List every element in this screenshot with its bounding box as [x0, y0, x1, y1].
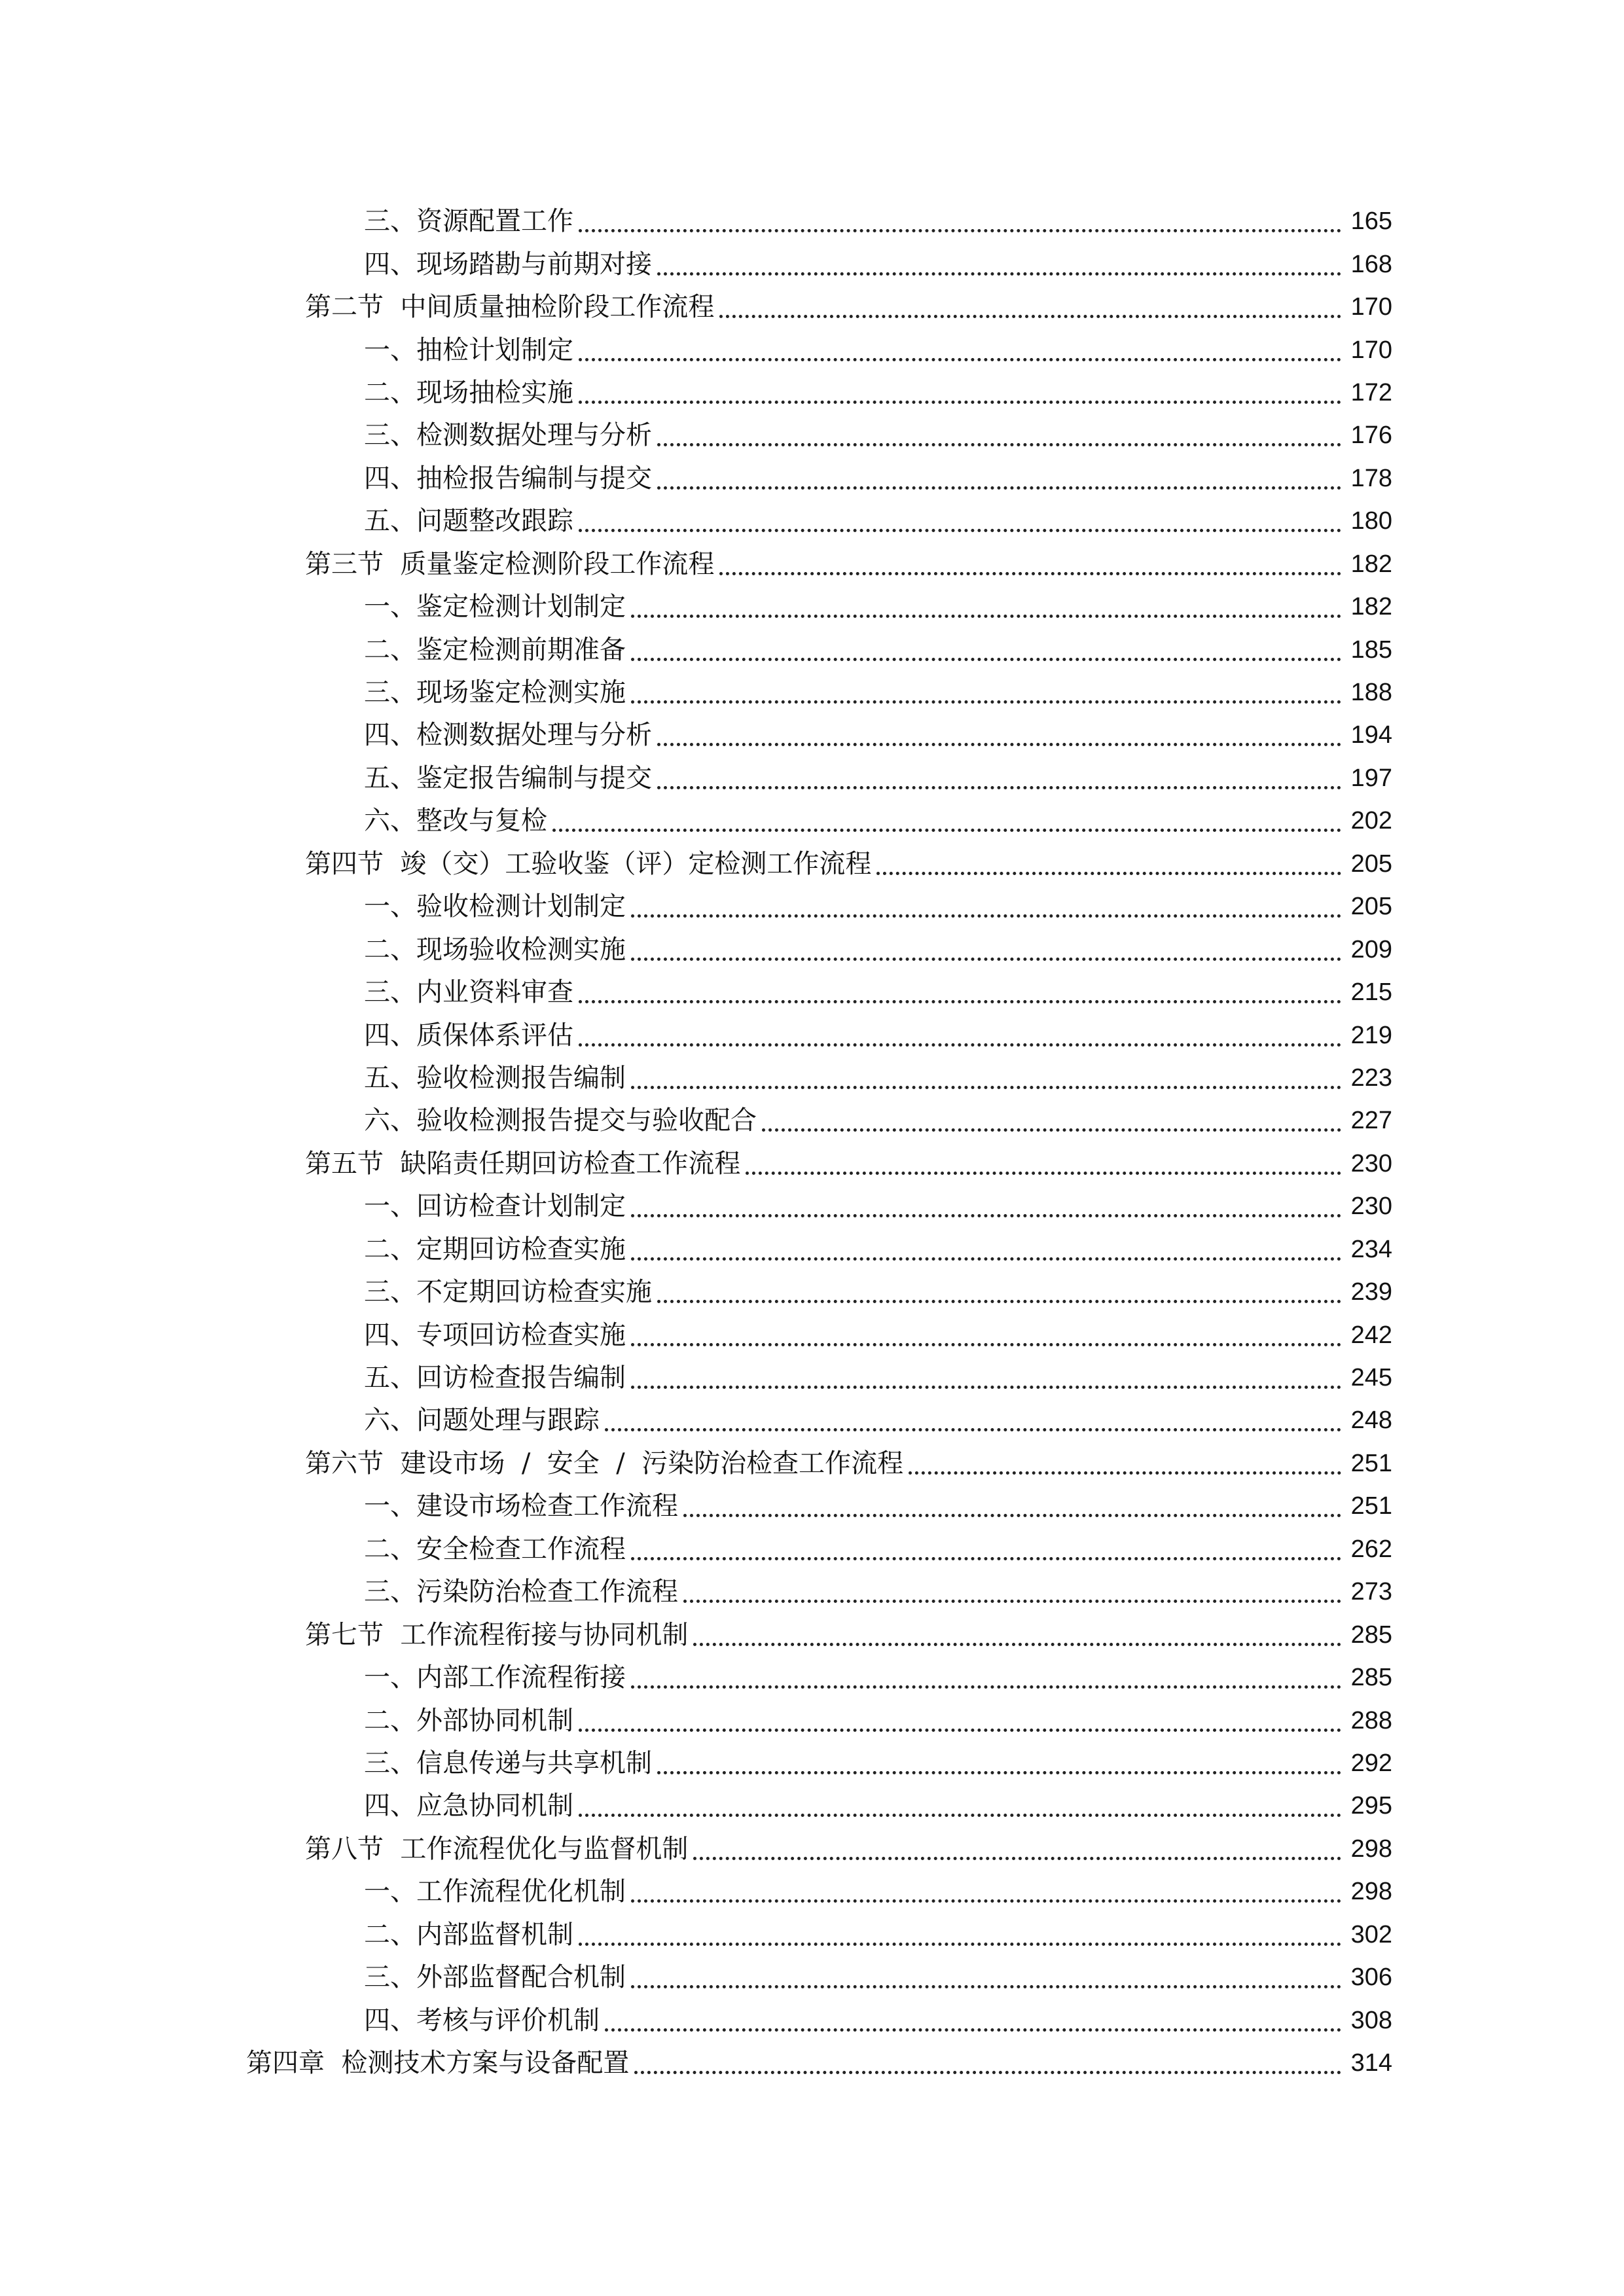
- toc-dot-leader: [657, 786, 1341, 789]
- toc-entry-title: 六、验收检测报告提交与验收配合: [364, 1105, 757, 1136]
- toc-section-entry[interactable]: [0, 543, 1624, 586]
- toc-subsection-entry[interactable]: [0, 1057, 1624, 1100]
- toc-entry-title: 二、定期回访检查实施: [364, 1234, 626, 1265]
- toc-dot-leader: [634, 2071, 1341, 2074]
- toc-entry-title: 三、不定期回访检查实施: [364, 1277, 652, 1308]
- toc-dot-leader: [719, 315, 1341, 318]
- toc-entry-title: 四、质保体系评估: [364, 1020, 573, 1050]
- toc-section-entry[interactable]: [0, 1613, 1624, 1656]
- toc-dot-leader: [657, 272, 1341, 276]
- toc-subsection-entry[interactable]: [0, 414, 1624, 457]
- toc-page-number: 308: [1350, 2006, 1392, 2034]
- toc-entry-title: 二、内部监督机制: [364, 1919, 573, 1950]
- toc-dot-leader: [719, 572, 1341, 575]
- toc-page-number: 219: [1350, 1021, 1392, 1049]
- toc-entry-title: 五、回访检查报告编制: [364, 1363, 626, 1393]
- toc-dot-leader: [579, 229, 1341, 232]
- toc-page-number: 314: [1350, 2049, 1392, 2077]
- toc-entry-title: 二、现场抽检实施: [364, 377, 573, 408]
- toc-dot-leader: [657, 443, 1341, 446]
- toc-entry-title: 四、现场踏勘与前期对接: [364, 249, 652, 279]
- toc-subsection-entry[interactable]: [0, 714, 1624, 757]
- toc-subsection-entry[interactable]: [0, 372, 1624, 414]
- toc-page-number: 273: [1350, 1578, 1392, 1606]
- toc-page-number: 285: [1350, 1664, 1392, 1692]
- toc-page-number: 165: [1350, 207, 1392, 236]
- toc-entry-title: 第四章 检测技术方案与设备配置: [246, 2048, 630, 2079]
- toc-subsection-entry[interactable]: [0, 1314, 1624, 1356]
- toc-page-number: 295: [1350, 1792, 1392, 1820]
- toc-dot-leader: [631, 914, 1341, 918]
- toc-dot-leader: [579, 1943, 1341, 1946]
- toc-dot-leader: [579, 1729, 1341, 1732]
- toc-page-number: 306: [1350, 1964, 1392, 1992]
- toc-entry-title: 三、外部监督配合机制: [364, 1962, 626, 1993]
- toc-subsection-entry[interactable]: [0, 1785, 1624, 1827]
- toc-section-entry[interactable]: [0, 1828, 1624, 1871]
- toc-page-number: 248: [1350, 1407, 1392, 1435]
- toc-entry-title: 三、污染防治检查工作流程: [364, 1577, 678, 1607]
- toc-subsection-entry[interactable]: [0, 1229, 1624, 1271]
- toc-section-entry[interactable]: [0, 1443, 1624, 1485]
- toc-subsection-entry[interactable]: [0, 457, 1624, 500]
- toc-entry-title: 六、问题处理与跟踪: [364, 1405, 600, 1436]
- toc-entry-title: 第七节 工作流程衔接与协同机制: [305, 1619, 689, 1650]
- toc-subsection-entry[interactable]: [0, 500, 1624, 543]
- table-of-contents: [0, 200, 1624, 2085]
- toc-dot-leader: [631, 700, 1341, 704]
- toc-dot-leader: [631, 1214, 1341, 1217]
- toc-page-number: 205: [1350, 850, 1392, 878]
- toc-page-number: 209: [1350, 935, 1392, 963]
- toc-page-number: 172: [1350, 378, 1392, 406]
- toc-page-number: 194: [1350, 721, 1392, 749]
- toc-entry-title: 一、内部工作流程衔接: [364, 1662, 626, 1693]
- toc-dot-leader: [631, 1985, 1341, 1988]
- toc-page-number: 176: [1350, 422, 1392, 450]
- toc-dot-leader: [631, 1257, 1341, 1261]
- toc-subsection-entry[interactable]: [0, 800, 1624, 842]
- toc-subsection-entry[interactable]: [0, 971, 1624, 1014]
- toc-entry-title: 第五节 缺陷责任期回访检查工作流程: [305, 1148, 741, 1179]
- toc-page-number: 185: [1350, 636, 1392, 664]
- toc-entry-title: 三、内业资料审查: [364, 977, 573, 1008]
- toc-page-number: 239: [1350, 1278, 1392, 1306]
- toc-subsection-entry[interactable]: [0, 329, 1624, 371]
- toc-subsection-entry[interactable]: [0, 1956, 1624, 1999]
- toc-subsection-entry[interactable]: [0, 1742, 1624, 1785]
- toc-dot-leader: [657, 486, 1341, 490]
- toc-dot-leader: [579, 1043, 1341, 1047]
- toc-page-number: 230: [1350, 1149, 1392, 1177]
- toc-dot-leader: [605, 1428, 1341, 1431]
- toc-entry-title: 五、验收检测报告编制: [364, 1062, 626, 1093]
- toc-entry-title: 一、验收检测计划制定: [364, 891, 626, 922]
- toc-dot-leader: [631, 1899, 1341, 1903]
- toc-subsection-entry[interactable]: [0, 672, 1624, 714]
- toc-subsection-entry[interactable]: [0, 928, 1624, 971]
- toc-entry-title: 四、考核与评价机制: [364, 2005, 600, 2036]
- toc-section-entry[interactable]: [0, 843, 1624, 886]
- toc-dot-leader: [631, 1557, 1341, 1560]
- toc-dot-leader: [683, 1600, 1341, 1603]
- toc-subsection-entry[interactable]: [0, 886, 1624, 928]
- toc-entry-title: 三、检测数据处理与分析: [364, 420, 652, 451]
- toc-entry-title: 五、问题整改跟踪: [364, 506, 573, 537]
- toc-dot-leader: [631, 615, 1341, 618]
- toc-entry-title: 三、资源配置工作: [364, 206, 573, 237]
- toc-entry-title: 一、工作流程优化机制: [364, 1876, 626, 1907]
- toc-subsection-entry[interactable]: [0, 1699, 1624, 1742]
- toc-page-number: 234: [1350, 1235, 1392, 1263]
- toc-entry-title: 三、信息传递与共享机制: [364, 1748, 652, 1778]
- toc-entry-title: 第二节 中间质量抽检阶段工作流程: [305, 292, 715, 323]
- toc-chapter-entry[interactable]: [0, 2042, 1624, 2085]
- toc-page-number: 288: [1350, 1706, 1392, 1734]
- toc-dot-leader: [876, 872, 1341, 875]
- toc-entry-title: 一、回访检查计划制定: [364, 1191, 626, 1222]
- toc-subsection-entry[interactable]: [0, 1528, 1624, 1571]
- toc-subsection-entry[interactable]: [0, 1271, 1624, 1314]
- toc-page-number: 178: [1350, 464, 1392, 492]
- toc-entry-title: 一、抽检计划制定: [364, 334, 573, 365]
- toc-page-number: 245: [1350, 1364, 1392, 1392]
- toc-dot-leader: [657, 1300, 1341, 1303]
- toc-section-entry[interactable]: [0, 1143, 1624, 1185]
- toc-entry-title: 四、应急协同机制: [364, 1791, 573, 1821]
- toc-entry-title: 三、现场鉴定检测实施: [364, 677, 626, 708]
- toc-section-entry[interactable]: [0, 286, 1624, 329]
- toc-entry-title: 四、专项回访检查实施: [364, 1319, 626, 1350]
- toc-dot-leader: [605, 2028, 1341, 2032]
- toc-subsection-entry[interactable]: [0, 1185, 1624, 1228]
- toc-page-number: 251: [1350, 1492, 1392, 1520]
- toc-page-number: 298: [1350, 1878, 1392, 1906]
- toc-dot-leader: [657, 743, 1341, 746]
- toc-page-number: 182: [1350, 550, 1392, 578]
- toc-dot-leader: [552, 829, 1341, 832]
- toc-subsection-entry[interactable]: [0, 1871, 1624, 1913]
- toc-page-number: 292: [1350, 1749, 1392, 1777]
- toc-page-number: 285: [1350, 1621, 1392, 1649]
- toc-dot-leader: [909, 1471, 1341, 1475]
- toc-page-number: 223: [1350, 1064, 1392, 1092]
- toc-page-number: 180: [1350, 507, 1392, 535]
- toc-dot-leader: [693, 1643, 1341, 1646]
- toc-page-number: 251: [1350, 1449, 1392, 1477]
- toc-subsection-entry[interactable]: [0, 628, 1624, 671]
- toc-dot-leader: [683, 1514, 1341, 1517]
- toc-dot-leader: [631, 1086, 1341, 1089]
- toc-page-number: 227: [1350, 1107, 1392, 1135]
- toc-dot-leader: [762, 1128, 1341, 1132]
- toc-dot-leader: [579, 1000, 1341, 1003]
- toc-dot-leader: [746, 1172, 1341, 1175]
- toc-dot-leader: [657, 1771, 1341, 1774]
- toc-page-number: 230: [1350, 1193, 1392, 1221]
- toc-entry-title: 六、整改与复检: [364, 806, 547, 836]
- toc-page-number: 242: [1350, 1321, 1392, 1349]
- toc-subsection-entry[interactable]: [0, 200, 1624, 243]
- toc-dot-leader: [631, 1685, 1341, 1689]
- toc-subsection-entry[interactable]: [0, 1357, 1624, 1399]
- toc-page-number: 197: [1350, 764, 1392, 792]
- toc-dot-leader: [579, 358, 1341, 361]
- toc-entry-title: 第四节 竣（交）工验收鉴（评）定检测工作流程: [305, 848, 872, 879]
- toc-dot-leader: [693, 1857, 1341, 1860]
- toc-dot-leader: [631, 958, 1341, 961]
- toc-subsection-entry[interactable]: [0, 1485, 1624, 1528]
- toc-subsection-entry[interactable]: [0, 243, 1624, 285]
- toc-page-number: 215: [1350, 978, 1392, 1007]
- toc-entry-title: 四、检测数据处理与分析: [364, 720, 652, 751]
- toc-subsection-entry[interactable]: [0, 1014, 1624, 1056]
- toc-page-number: 298: [1350, 1835, 1392, 1863]
- toc-dot-leader: [579, 1814, 1341, 1817]
- toc-dot-leader: [631, 1343, 1341, 1346]
- toc-entry-title: 二、现场验收检测实施: [364, 934, 626, 965]
- toc-subsection-entry[interactable]: [0, 1399, 1624, 1442]
- toc-entry-title: 二、安全检查工作流程: [364, 1534, 626, 1564]
- toc-entry-title: 第八节 工作流程优化与监督机制: [305, 1833, 689, 1864]
- toc-entry-title: 二、外部协同机制: [364, 1705, 573, 1736]
- toc-entry-title: 一、建设市场检查工作流程: [364, 1491, 678, 1522]
- toc-page-number: 188: [1350, 679, 1392, 707]
- toc-entry-title: 一、鉴定检测计划制定: [364, 592, 626, 622]
- toc-page-number: 205: [1350, 893, 1392, 921]
- toc-entry-title: 四、抽检报告编制与提交: [364, 463, 652, 493]
- toc-subsection-entry[interactable]: [0, 1999, 1624, 2041]
- toc-subsection-entry[interactable]: [0, 1100, 1624, 1142]
- toc-page-number: 262: [1350, 1535, 1392, 1563]
- toc-entry-title: 第六节 建设市场 / 安全 / 污染防治检查工作流程: [305, 1448, 904, 1479]
- toc-page-number: 302: [1350, 1920, 1392, 1948]
- toc-dot-leader: [579, 401, 1341, 404]
- toc-page-number: 168: [1350, 250, 1392, 278]
- toc-dot-leader: [631, 1386, 1341, 1389]
- toc-entry-title: 五、鉴定报告编制与提交: [364, 762, 652, 793]
- toc-dot-leader: [631, 658, 1341, 661]
- toc-subsection-entry[interactable]: [0, 757, 1624, 800]
- toc-entry-title: 二、鉴定检测前期准备: [364, 634, 626, 665]
- toc-page-number: 170: [1350, 336, 1392, 364]
- toc-dot-leader: [579, 529, 1341, 532]
- toc-subsection-entry[interactable]: [0, 1914, 1624, 1956]
- toc-page-number: 182: [1350, 593, 1392, 621]
- toc-entry-title: 第三节 质量鉴定检测阶段工作流程: [305, 548, 715, 579]
- toc-subsection-entry[interactable]: [0, 586, 1624, 628]
- toc-page-number: 202: [1350, 807, 1392, 835]
- toc-subsection-entry[interactable]: [0, 1571, 1624, 1613]
- toc-subsection-entry[interactable]: [0, 1657, 1624, 1699]
- toc-page-number: 170: [1350, 293, 1392, 321]
